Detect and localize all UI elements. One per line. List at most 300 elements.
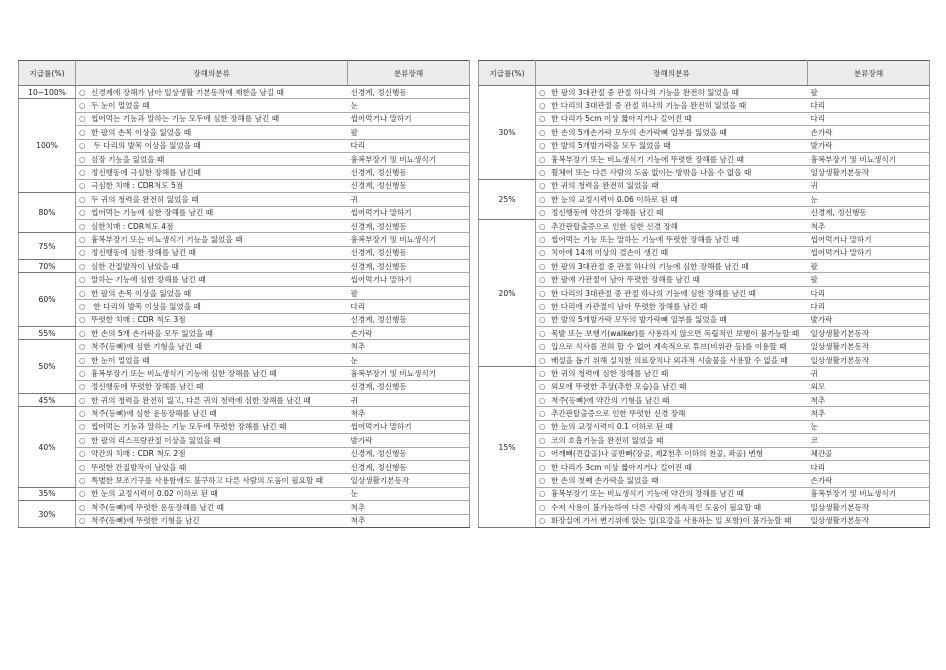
- reason-text: 심한 간질발작이 남았을 때: [91, 261, 179, 271]
- table-row: [19, 367, 470, 380]
- bullet-icon: ○: [79, 342, 86, 352]
- category-cell: 귀: [348, 193, 470, 206]
- reason-text: 한 다리가 5cm 이상 짧아지거나 길어진 때: [551, 114, 692, 124]
- reason-text: 화장실에 가서 변기위에 앉는 일(요강을 사용하는 일 포함)이 불가능할 때: [551, 516, 792, 526]
- category-cell: 신경계, 정신행동: [348, 260, 470, 273]
- bullet-icon: ○: [539, 181, 546, 191]
- reason-text: 한 손의 첫째 손가락을 잃었을 때: [551, 476, 659, 486]
- table-header-row: [479, 61, 930, 86]
- bullet-icon: ○: [539, 449, 546, 459]
- category-cell: 척추: [808, 219, 930, 232]
- reason-cell: [536, 139, 808, 152]
- category-cell: 귀: [808, 179, 930, 192]
- reason-cell: [536, 166, 808, 179]
- reason-cell: [76, 353, 348, 366]
- category-cell: 발가락: [348, 434, 470, 447]
- reason-text: 한 다리의 발목 이상을 잃었을 때: [91, 301, 201, 311]
- reason-cell: [536, 501, 808, 514]
- reason-text: 뚜렷한 간질발작이 남았을 때: [91, 462, 187, 472]
- table-row: [479, 99, 930, 112]
- table-row: [479, 300, 930, 313]
- table-row: [479, 179, 930, 192]
- reason-cell: [76, 367, 348, 380]
- bullet-icon: ○: [539, 248, 546, 258]
- reason-text: 한 발의 5개발가락 모두의 발가락뼈 일부를 잃었을 때: [551, 315, 727, 325]
- reason-cell: [76, 179, 348, 192]
- reason-text: 한 팔의 3대관절 중 관절 하나의 기능을 완전히 잃었을 때: [551, 87, 739, 97]
- bullet-icon: ○: [539, 127, 546, 137]
- bullet-icon: ○: [539, 168, 546, 178]
- bullet-icon: ○: [539, 87, 546, 97]
- table-row: [479, 86, 930, 99]
- reason-text: 추간판탈출증으로 인한 심한 신경 장해: [551, 221, 679, 231]
- table-row: [479, 367, 930, 380]
- reason-cell: [536, 152, 808, 165]
- table-row: [19, 152, 470, 165]
- reason-text: 코의 호흡기능을 완전히 잃었을 때: [551, 435, 664, 445]
- reason-cell: [76, 300, 348, 313]
- reason-text: 목발 또는 보행기(walker)를 사용하지 않으면 독립적인 보행이 불가능할 때: [551, 328, 800, 338]
- category-cell: 씹어먹거나 말하기: [808, 246, 930, 259]
- category-cell: 흉복부장기 및 비뇨생식기: [808, 487, 930, 500]
- bullet-icon: ○: [79, 194, 86, 204]
- bullet-icon: ○: [79, 221, 86, 231]
- bullet-icon: ○: [539, 114, 546, 124]
- category-cell: 척추: [348, 514, 470, 527]
- category-cell: 눈: [348, 353, 470, 366]
- category-cell: 일상생활기본동작: [808, 353, 930, 366]
- rate-cell: 35%: [19, 487, 76, 500]
- reason-text: 정신행동에 뚜렷한 장해를 남긴 때: [91, 382, 204, 392]
- bullet-icon: ○: [539, 261, 546, 271]
- table-row: [479, 139, 930, 152]
- table-row: [19, 219, 470, 232]
- reason-cell: [76, 286, 348, 299]
- category-cell: 일상생활기본동작: [808, 327, 930, 340]
- reason-text: 한 눈이 멀었을 때: [91, 355, 150, 365]
- rate-cell: 10~100%: [19, 86, 76, 99]
- reason-text: 정신행동에 약간의 장해를 남긴 때: [551, 208, 664, 218]
- reason-text: 입으로 식사를 전혀 할 수 없어 계속적으로 튜브(비위관 등)를 이용할 때: [551, 342, 787, 352]
- table-row: [479, 166, 930, 179]
- bullet-icon: ○: [539, 315, 546, 325]
- header-reason: 장해의분류: [76, 61, 348, 86]
- bullet-icon: ○: [539, 462, 546, 472]
- category-cell: 씹어먹거나 말하기: [808, 233, 930, 246]
- bullet-icon: ○: [79, 382, 86, 392]
- category-cell: 흉복부장기 및 비뇨생식기: [348, 233, 470, 246]
- category-cell: 귀: [808, 367, 930, 380]
- header-reason: 장해의분류: [536, 61, 808, 86]
- reason-text: 심한치매 : CDR척도 4점: [91, 221, 174, 231]
- reason-cell: [76, 219, 348, 232]
- rate-cell: 40%: [19, 407, 76, 487]
- reason-cell: [536, 420, 808, 433]
- reason-text: 씹어먹는 기능 또는 말하는 기능에 뚜렷한 장해를 남긴 때: [551, 234, 740, 244]
- bullet-icon: ○: [79, 154, 86, 164]
- table-row: [19, 300, 470, 313]
- reason-cell: [76, 152, 348, 165]
- table-row: [479, 487, 930, 500]
- bullet-icon: ○: [539, 476, 546, 486]
- reason-cell: [536, 126, 808, 139]
- reason-text: 한 발의 5개발가락을 모두 잃었을 때: [551, 141, 671, 151]
- reason-text: 외모에 뚜렷한 추상(추한 모습)을 남긴 때: [551, 382, 687, 392]
- reason-cell: [536, 327, 808, 340]
- reason-text: 치아에 14개 이상의 결손이 생긴 때: [551, 248, 669, 258]
- bullet-icon: ○: [539, 382, 546, 392]
- category-cell: 팔: [808, 86, 930, 99]
- rate-cell: 25%: [479, 179, 536, 219]
- table-row: [479, 313, 930, 326]
- reason-text: 척주(등뼈)에 심한 기형을 남긴 때: [91, 342, 202, 352]
- category-cell: 팔: [808, 260, 930, 273]
- table-row: [19, 233, 470, 246]
- bullet-icon: ○: [539, 194, 546, 204]
- reason-cell: [76, 139, 348, 152]
- rate-cell: 80%: [19, 193, 76, 233]
- reason-text: 한 다리의 3대관절 중 관절 하나의 기능을 완전히 잃었을 때: [551, 101, 747, 111]
- header-category: 분류장해: [348, 61, 470, 86]
- reason-cell: [536, 514, 808, 527]
- bullet-icon: ○: [539, 141, 546, 151]
- reason-text: 한 다리가 3cm 이상 짧아지거나 길어진 때: [551, 462, 692, 472]
- table-row: [479, 219, 930, 232]
- bullet-icon: ○: [539, 422, 546, 432]
- category-cell: 다리: [348, 300, 470, 313]
- reason-cell: [76, 206, 348, 219]
- bullet-icon: ○: [79, 462, 86, 472]
- table-row: [19, 487, 470, 500]
- category-cell: 씹어먹거나 말하기: [348, 420, 470, 433]
- category-cell: 척추: [348, 340, 470, 353]
- reason-cell: [536, 219, 808, 232]
- reason-cell: [536, 193, 808, 206]
- category-cell: 신경계, 정신행동: [808, 206, 930, 219]
- bullet-icon: ○: [79, 489, 86, 499]
- reason-cell: [76, 233, 348, 246]
- table-row: [19, 501, 470, 514]
- category-cell: 눈: [348, 99, 470, 112]
- category-cell: 팔: [348, 126, 470, 139]
- category-cell: 일상생활기본동작: [348, 474, 470, 487]
- reason-cell: [76, 380, 348, 393]
- category-cell: 팔: [808, 273, 930, 286]
- reason-text: 정신행동에 심한 장해를 남긴 때: [91, 248, 197, 258]
- category-cell: 신경계, 정신행동: [348, 447, 470, 460]
- table-row: [479, 407, 930, 420]
- bullet-icon: ○: [79, 328, 86, 338]
- reason-text: 추간판탈출증으로 인한 뚜렷한 신경 장해: [551, 409, 686, 419]
- bullet-icon: ○: [539, 328, 546, 338]
- table-row: [19, 474, 470, 487]
- table-row: [19, 353, 470, 366]
- reason-cell: [76, 86, 348, 99]
- bullet-icon: ○: [79, 181, 86, 191]
- bullet-icon: ○: [79, 409, 86, 419]
- table-row: [479, 152, 930, 165]
- reason-cell: [536, 300, 808, 313]
- category-cell: 팔: [348, 286, 470, 299]
- reason-cell: [76, 460, 348, 473]
- reason-cell: [536, 407, 808, 420]
- table-row: [479, 273, 930, 286]
- reason-text: 한 팔의 리스프랑관절 이상을 잃었을 때: [91, 435, 221, 445]
- table-row: [479, 193, 930, 206]
- reason-cell: [76, 420, 348, 433]
- category-cell: 씹어먹거나 말하기: [348, 206, 470, 219]
- bullet-icon: ○: [539, 395, 546, 405]
- reason-cell: [76, 193, 348, 206]
- rate-cell: 20%: [479, 219, 536, 366]
- table-row: [19, 313, 470, 326]
- rate-cell: 100%: [19, 99, 76, 193]
- rate-cell: 70%: [19, 260, 76, 273]
- reason-cell: [76, 434, 348, 447]
- header-category: 분류장해: [808, 61, 930, 86]
- reason-cell: [536, 246, 808, 259]
- reason-cell: [536, 260, 808, 273]
- bullet-icon: ○: [79, 234, 86, 244]
- reason-cell: [536, 487, 808, 500]
- reason-cell: [536, 206, 808, 219]
- bullet-icon: ○: [79, 502, 86, 512]
- reason-cell: [536, 380, 808, 393]
- rate-cell: 30%: [19, 501, 76, 528]
- table-row: [19, 112, 470, 125]
- reason-cell: [536, 474, 808, 487]
- table-row: [479, 340, 930, 353]
- disability-table-left: [18, 60, 470, 528]
- reason-text: 두 귀의 청력을 완전히 잃었을 때: [91, 194, 199, 204]
- reason-text: 정신행동에 극심한 장해를 남긴때: [91, 168, 201, 178]
- category-cell: 척추: [808, 407, 930, 420]
- bullet-icon: ○: [539, 208, 546, 218]
- rate-cell: 75%: [19, 233, 76, 260]
- reason-cell: [76, 273, 348, 286]
- reason-text: 한 다리에 가관절이 남아 뚜렷한 장해를 남긴 때: [551, 301, 708, 311]
- bullet-icon: ○: [79, 355, 86, 365]
- table-row: [19, 99, 470, 112]
- reason-cell: [76, 447, 348, 460]
- table-row: [479, 260, 930, 273]
- reason-text: 한 눈의 교정시력이 0.02 이하로 된 때: [91, 489, 218, 499]
- category-cell: 신경계, 정신행동: [348, 380, 470, 393]
- category-cell: 신경계, 정신행동: [348, 179, 470, 192]
- reason-text: 극심한 치매 : CDR척도 5점: [91, 181, 184, 191]
- reason-text: 한 귀의 청력에 심한 장해를 남긴 때: [551, 368, 669, 378]
- reason-cell: [76, 126, 348, 139]
- table-row: [19, 447, 470, 460]
- table-row: [19, 380, 470, 393]
- table-header-row: [19, 61, 470, 86]
- category-cell: 다리: [808, 99, 930, 112]
- reason-text: 말하는 기능에 심한 장해를 남긴 때: [91, 275, 206, 285]
- bullet-icon: ○: [79, 87, 86, 97]
- reason-text: 어깨뼈(견갑골)나 골반뼈(장골, 제2천추 이하의 천골, 좌골) 변형: [551, 449, 764, 459]
- reason-text: 휠체어 또는 다른 사람의 도움 없이는 방밖을 나올 수 없을 때: [551, 168, 752, 178]
- reason-cell: [76, 393, 348, 406]
- bullet-icon: ○: [79, 114, 86, 124]
- reason-text: 씹어먹는 기능과 말하는 기능 모두에 뚜렷한 장해를 남긴 때: [91, 422, 287, 432]
- bullet-icon: ○: [539, 301, 546, 311]
- table-row: [19, 193, 470, 206]
- reason-cell: [76, 166, 348, 179]
- category-cell: 일상생활기본동작: [808, 340, 930, 353]
- category-cell: 척추: [348, 407, 470, 420]
- reason-text: 한 손의 5개 손가락을 모두 잃었을 때: [91, 328, 214, 338]
- reason-text: 특별한 보조기구를 사용함에도 불구하고 다른 사람의 도움이 필요할 때: [91, 476, 324, 486]
- table-row: [479, 393, 930, 406]
- reason-text: 한 귀의 청력을 완전히 잃었을 때: [551, 181, 659, 191]
- reason-text: 씹어먹는 기능과 말하는 기능 모두에 심한 장해를 남긴 때: [91, 114, 280, 124]
- reason-cell: [536, 460, 808, 473]
- bullet-icon: ○: [79, 288, 86, 298]
- reason-text: 한 다리의 3대관절 중 관절 하나의 기능에 심한 장해를 남긴 때: [551, 288, 757, 298]
- bullet-icon: ○: [539, 288, 546, 298]
- table-row: [479, 474, 930, 487]
- reason-cell: [76, 112, 348, 125]
- reason-cell: [76, 99, 348, 112]
- category-cell: 씹어먹거나 말하기: [348, 112, 470, 125]
- reason-text: 배설을 돕기 위해 설치한 의료장치나 외과적 시술물을 사용할 수 없을 때: [551, 355, 788, 365]
- reason-text: 한 팔에 가관절이 남아 뚜렷한 장해를 남긴 때: [551, 275, 700, 285]
- table-row: [479, 501, 930, 514]
- bullet-icon: ○: [539, 101, 546, 111]
- reason-cell: [76, 474, 348, 487]
- table-row: [19, 273, 470, 286]
- bullet-icon: ○: [539, 516, 546, 526]
- table-row: [19, 407, 470, 420]
- reason-cell: [536, 179, 808, 192]
- reason-text: 한 눈의 교정시력이 0.1 이하로 된 때: [551, 422, 673, 432]
- bullet-icon: ○: [79, 315, 86, 325]
- category-cell: 체간골: [808, 447, 930, 460]
- table-row: [19, 514, 470, 527]
- reason-text: 흉복부장기 또는 비뇨생식기 기능을 잃었을 때: [91, 234, 243, 244]
- table-row: [479, 327, 930, 340]
- category-cell: 눈: [808, 420, 930, 433]
- reason-cell: [536, 99, 808, 112]
- category-cell: 일상생활기본동작: [808, 514, 930, 527]
- bullet-icon: ○: [79, 422, 86, 432]
- reason-text: 두 눈이 멀었을 때: [91, 101, 150, 111]
- table-row: [479, 246, 930, 259]
- bullet-icon: ○: [79, 476, 86, 486]
- category-cell: 다리: [808, 286, 930, 299]
- bullet-icon: ○: [79, 516, 86, 526]
- bullet-icon: ○: [79, 449, 86, 459]
- bullet-icon: ○: [79, 275, 86, 285]
- category-cell: 다리: [808, 112, 930, 125]
- category-cell: 손가락: [348, 327, 470, 340]
- bullet-icon: ○: [539, 502, 546, 512]
- bullet-icon: ○: [79, 395, 86, 405]
- reason-text: 한 눈의 교정시력이 0.06 이하로 된 때: [551, 194, 678, 204]
- table-row: [479, 126, 930, 139]
- category-cell: 손가락: [808, 474, 930, 487]
- category-cell: 발가락: [808, 139, 930, 152]
- reason-text: 한 팔의 3대관절 중 관절 하나의 기능에 심한 장해를 남긴 때: [551, 261, 749, 271]
- reason-cell: [76, 340, 348, 353]
- bullet-icon: ○: [79, 141, 86, 151]
- reason-cell: [536, 86, 808, 99]
- table-row: [19, 420, 470, 433]
- bullet-icon: ○: [539, 368, 546, 378]
- table-row: [479, 380, 930, 393]
- reason-text: 씹어먹는 기능에 심한 장해를 남긴 때: [91, 208, 214, 218]
- reason-cell: [536, 313, 808, 326]
- reason-cell: [76, 246, 348, 259]
- reason-cell: [76, 260, 348, 273]
- rate-cell: 60%: [19, 273, 76, 327]
- category-cell: 귀: [348, 393, 470, 406]
- table-row: [19, 179, 470, 192]
- table-row: [19, 260, 470, 273]
- reason-cell: [536, 393, 808, 406]
- rate-cell: 30%: [479, 86, 536, 180]
- table-row: [479, 233, 930, 246]
- reason-cell: [536, 233, 808, 246]
- table-row: [479, 460, 930, 473]
- table-row: [19, 393, 470, 406]
- table-row: [19, 460, 470, 473]
- rate-cell: 15%: [479, 367, 536, 528]
- category-cell: 신경계, 정신행동: [348, 246, 470, 259]
- category-cell: 발가락: [808, 313, 930, 326]
- rate-cell: 55%: [19, 327, 76, 340]
- reason-cell: [536, 340, 808, 353]
- category-cell: 흉복부장기 및 비뇨생식기: [808, 152, 930, 165]
- bullet-icon: ○: [79, 127, 86, 137]
- reason-cell: [536, 434, 808, 447]
- reason-cell: [536, 353, 808, 366]
- table-row: [479, 206, 930, 219]
- category-cell: 일상생활기본동작: [808, 166, 930, 179]
- table-row: [479, 447, 930, 460]
- bullet-icon: ○: [539, 221, 546, 231]
- category-cell: 척추: [808, 393, 930, 406]
- table-row: [19, 206, 470, 219]
- reason-text: 척주(등뼈)에 뚜렷한 기형을 남긴: [91, 516, 200, 526]
- reason-text: 흉복부장기 또는 비뇨생식기 기능에 약간의 장해를 남긴 때: [551, 489, 744, 499]
- bullet-icon: ○: [539, 275, 546, 285]
- reason-text: 흉복부장기 또는 비뇨생식기 기능에 뚜렷한 장해를 남긴 때: [551, 154, 744, 164]
- reason-text: 약간의 치매 : CDR 척도 2점: [91, 449, 186, 459]
- table-row: [479, 286, 930, 299]
- category-cell: 신경계, 정신행동: [348, 166, 470, 179]
- table-row: [479, 420, 930, 433]
- table-row: [479, 514, 930, 527]
- reason-text: 신경계에 장해가 남아 일상생활 기본동작에 제한을 남길 때: [91, 87, 284, 97]
- table-row: [19, 434, 470, 447]
- table-row: [19, 286, 470, 299]
- reason-text: 한 귀의 청력을 완전히 잃고, 다른 귀의 청력에 심한 장해를 남긴 때: [91, 395, 311, 405]
- reason-text: 척주(등뼈)에 약간의 기형을 남긴 때: [551, 395, 670, 405]
- category-cell: 흉복부장기 및 비뇨생식기: [348, 152, 470, 165]
- bullet-icon: ○: [79, 248, 86, 258]
- category-cell: 눈: [348, 487, 470, 500]
- header-pct: 지급률(%): [479, 61, 536, 86]
- bullet-icon: ○: [79, 168, 86, 178]
- table-row: [19, 139, 470, 152]
- category-cell: 신경계, 정신행동: [348, 219, 470, 232]
- reason-text: 심장 기능을 잃었을 때: [91, 154, 165, 164]
- category-cell: 흉복부장기 및 비뇨생식기: [348, 367, 470, 380]
- bullet-icon: ○: [79, 301, 86, 311]
- category-cell: 척추: [348, 501, 470, 514]
- reason-cell: [76, 407, 348, 420]
